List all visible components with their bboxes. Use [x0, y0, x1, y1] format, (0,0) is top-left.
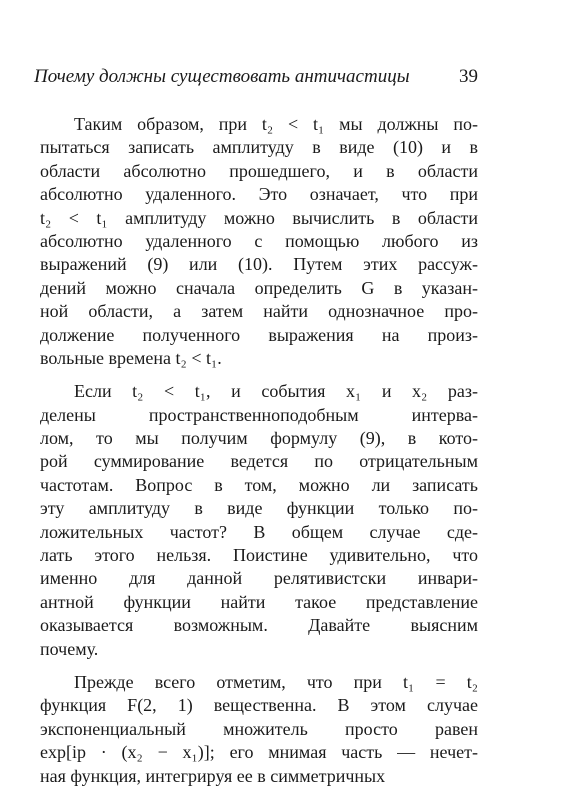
paragraph: [40, 380, 478, 661]
paragraph: [40, 671, 478, 788]
text-line: ложительных частот? В общем случае сде-: [40, 521, 478, 542]
text-line: функция F(2, 1) вещественна. В этом случае: [40, 695, 478, 716]
running-header: [34, 64, 478, 90]
text-line: делены пространственноподобным интерва-: [40, 404, 478, 425]
text-line: рой суммирование ведется по отрицательным: [40, 451, 478, 472]
text-line: лом, то мы получим формулу (9), в кото-: [40, 428, 478, 449]
text-line: именно для данной релятивистски инвари-: [40, 568, 478, 589]
text-line: t₂ < t₁ амплитуду можно вычислить в области: [40, 207, 478, 228]
text-line: антной функции найти такое представление: [40, 591, 478, 612]
text-line: ной области, а затем найти однозначное про-: [40, 301, 478, 322]
body-text: [40, 113, 478, 788]
text-line: оказывается возможным. Давайте выясним: [40, 615, 478, 636]
text-line: exp[ip · (x₂ − x₁)]; его мнимая часть — нечет-: [40, 742, 478, 763]
text-line: абсолютно удаленного с помощью любого из: [40, 230, 478, 251]
text-line: Таким образом, при t₂ < t₁ мы должны по-: [74, 114, 478, 134]
text-line: области абсолютно прошедшего, и в области: [40, 160, 478, 181]
text-line: почему.: [40, 638, 99, 659]
text-line: лать этого нельзя. Поистине удивительно, что: [40, 545, 478, 566]
text-line: вольные времена t₂ < t₁.: [40, 347, 222, 368]
text-line: выражений (9) или (10). Путем этих рассуж-: [40, 254, 478, 275]
text-line: абсолютно удаленного. Это означает, что при: [40, 184, 478, 205]
text-line: Прежде всего отметим, что при t₁ = t₂: [74, 671, 478, 692]
text-line: ная функция, интегрируя ее в симметричных: [40, 765, 386, 786]
text-line: Если t₂ < t₁, и события x₁ и x₂ раз-: [74, 381, 478, 402]
text-line: пытаться записать амплитуду в виде (10) и в: [40, 137, 478, 158]
text-line: эту амплитуду в виде функции только по-: [40, 498, 478, 519]
text-line: экспоненциальный множитель просто равен: [40, 718, 478, 739]
page-number: 39: [459, 66, 478, 87]
running-title: Почему должны существовать античастицы: [34, 66, 410, 87]
text-line: дений можно сначала определить G в указан-: [40, 277, 478, 298]
text-line: должение полученного выражения на произ-: [40, 324, 478, 345]
text-line: частотам. Вопрос в том, можно ли записать: [40, 474, 478, 495]
paragraph: [40, 113, 478, 370]
